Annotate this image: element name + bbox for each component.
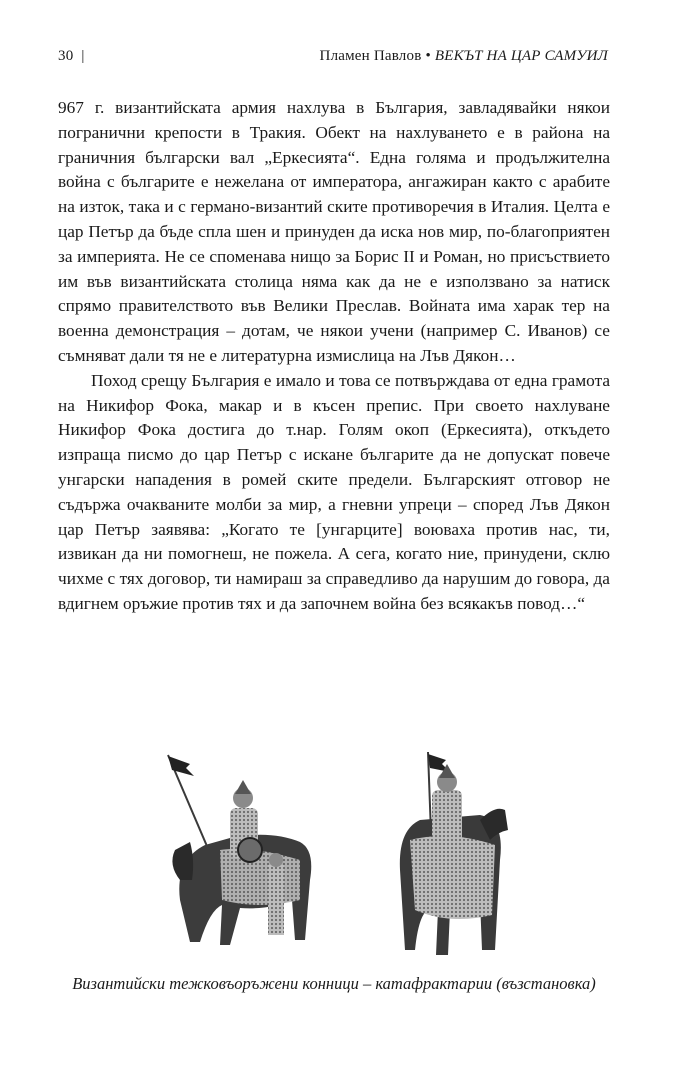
text-line: спрямо правителството във Велики Преслав. Войната има харак (58, 296, 554, 316)
paragraph-2 (58, 369, 610, 617)
figure-caption: Византийски тежковъоръжени конници – катафрактарии (възстановка) (72, 974, 596, 993)
text-line: ските предели. Българският отговор не съдържа очакваните (58, 469, 610, 514)
header-bullet: • (425, 48, 431, 64)
text-line: една грамота на Никифор Фока, макар и в късен препис. При (58, 370, 610, 415)
page-number-separator: | (81, 48, 85, 64)
text-line: С. Иванов) се съмняват дали тя не е литературна измислица на (58, 321, 610, 365)
left-rider (168, 755, 311, 945)
text-line: българите да не допускат повече унгарски нападения в ромей (58, 445, 610, 489)
text-line: Поход срещу България е имало и това се потвърждава от (91, 370, 515, 390)
page-number (58, 48, 85, 65)
text-line: 967 г. византийската армия нахлува в България, завладявайки (58, 98, 568, 117)
text-line: в района на граничния български вал „Еркесията“. Една голяма (58, 122, 610, 167)
author-name: Пламен Павлов (319, 48, 422, 64)
text-line: във византийската столица няма как да не е използвано за натиск (86, 271, 610, 291)
cataphract-illustration (150, 750, 550, 965)
text-line: своето нахлуване Никифор Фока достига до т.нар. Голям окоп (58, 395, 610, 440)
running-header (58, 48, 608, 70)
text-line: (Еркесията), откъдето изпраща писмо до цар Петър с искане (58, 420, 610, 465)
book-title: ВЕКЪТ НА ЦАР САМУИЛ (434, 48, 608, 64)
text-line: чихме с тях договор, ти намираш за справедливо да нарушим до (58, 569, 533, 589)
text-line: говора, да вдигнем оръжие против тях и да започнем война без (58, 569, 610, 613)
page-number-value: 30 (58, 48, 74, 64)
body-text (58, 96, 610, 617)
text-line: заявява: „Когато те [унгарците] воюваха против нас, ти, извикан (58, 519, 611, 564)
text-line: Не се споменава нищо за Борис II и Роман, но присъствието им (58, 246, 610, 291)
text-line: Лъв Дякон… (420, 345, 516, 365)
text-line: шен и принуден да иска нов мир, по-благоприятен за империята. (58, 221, 610, 266)
text-line: да ни помогнеш, не пожела. А сега, когато ние, принудени, склю (122, 544, 611, 564)
text-line: молби за мир, а гневни упреци – според Лъв Дякон цар Петър (58, 494, 610, 539)
paragraph-1 (58, 96, 610, 369)
running-head (320, 48, 608, 65)
text-line: тер на военна демонстрация – дотам, че някои учени (например (58, 296, 610, 341)
text-line: всякакъв повод…“ (447, 593, 586, 613)
text-line: ските противоречия в Италия. Целта е цар Петър да бъде сплa (58, 197, 610, 241)
text-line: някои погранични крепости в Тракия. Обект на нахлуването е (58, 98, 610, 142)
text-line: и продължителна война с българите е нежелана от императора, (58, 147, 611, 192)
right-rider (400, 752, 508, 955)
text-line: ангажиран както с арабите на изток, така и с германо-византий (58, 172, 610, 217)
